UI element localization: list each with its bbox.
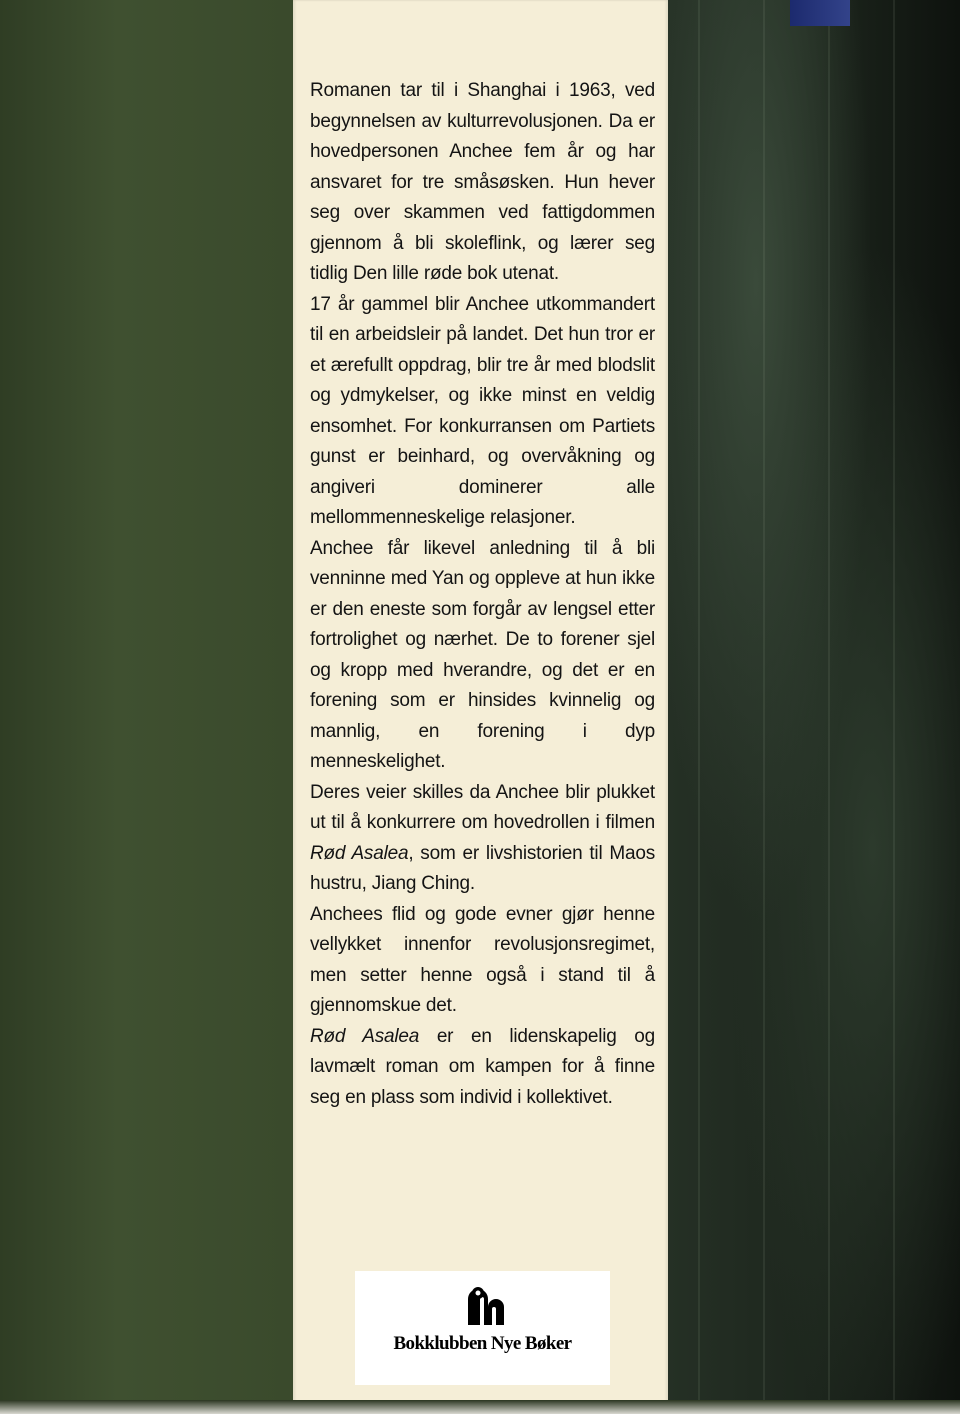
book-blurb [310, 76, 655, 1113]
blurb-paragraph [310, 534, 655, 778]
publisher-name: Bokklubben Nye Bøker [393, 1333, 572, 1354]
book-title-italic: Rød Asalea [310, 842, 409, 864]
blue-cover-corner [790, 0, 850, 26]
blurb-text: Romanen tar til i Shanghai i 1963, ved begynnelsen av kulturrevolusjonen. Da er hovedpersonen Anchee fem år og har ansvaret for tre småsøsken. Hun hever seg over skammen ved fattigdommen gjennom å bli skoleflink, og lærer seg tidlig Den lille røde bok utenat. [310, 80, 655, 284]
blurb-text: Anchees flid og gode evner gjør henne vellykket innenfor revolusjonsregimet, men setter henne også i stand til å gjennomskue det. [310, 903, 655, 1016]
book-title-italic: Rød Asalea [310, 1025, 420, 1047]
texture-streak [893, 0, 895, 1414]
blurb-text: er en lidenskapelig og lavmælt roman om kampen for å finne seg en plass som individ i kollektivet. [310, 1025, 655, 1108]
blurb-text: Anchee får likevel anledning til å bli venninne med Yan og oppleve at hun ikke er den eneste som forgår av lengsel etter fortrolighet og nærhet. De to forener sjel og kropp med hverandre, og det er en forening som er hinsides kvinnelig og mannlig, en forening i dyp menneskelighet. [310, 537, 655, 772]
texture-streak [698, 0, 700, 1414]
blurb-text: 17 år gammel blir Anchee utkommandert til en arbeidsleir på landet. Det hun tror er et ærefullt oppdrag, blir tre år med blodslit og ydmykelser, og ikke minst en veldig ensomhet. For konkurransen om Partiets gunst er beinhard, og overvåkning og angiveri dominerer alle mellommenneskelige relasjoner. [310, 293, 655, 528]
publisher-logo-box [355, 1271, 610, 1385]
cover-bottom-edge [0, 1400, 960, 1414]
blurb-text: , som er livshistorien til Maos hustru, Jiang Ching. [310, 842, 655, 894]
texture-streak [763, 0, 765, 1414]
texture-streak [828, 0, 830, 1414]
blurb-paragraph [310, 290, 655, 534]
blurb-paragraph [310, 900, 655, 1022]
bokklubben-logo-icon [458, 1281, 510, 1333]
blurb-paragraph [310, 1022, 655, 1114]
blurb-paragraph [310, 778, 655, 900]
left-cover-band [0, 0, 293, 1414]
blurb-paragraph [310, 76, 655, 290]
right-cover-band [668, 0, 960, 1414]
blurb-text: Deres veier skilles da Anchee blir plukket ut til å konkurrere om hovedrollen i filmen [310, 781, 655, 833]
